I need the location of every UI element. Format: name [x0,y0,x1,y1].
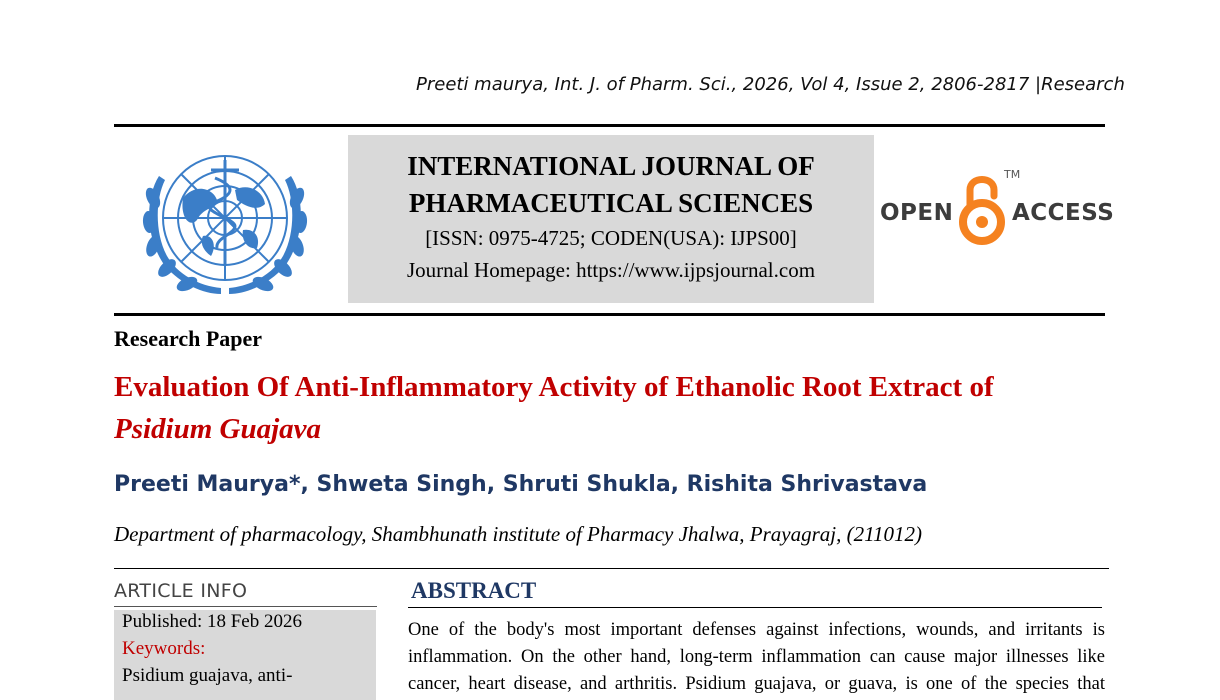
open-access-right-text: ACCESS [1012,200,1115,226]
open-lock-icon [958,166,1006,250]
journal-issn: [ISSN: 0975-4725; CODEN(USA): IJPS00] [425,226,797,250]
open-access-logo [878,162,1115,254]
journal-globe-logo [125,138,325,308]
keywords-text: Psidium guajava, anti- [122,665,293,686]
journal-homepage[interactable]: Journal Homepage: https://www.ijpsjournal.com [406,258,816,282]
abstract-line: One of the body's most important defenses against infections, wounds, and irritants is [408,620,1105,640]
journal-title-line2: PHARMACEUTICAL SCIENCES [408,188,814,218]
masthead-rule-bottom [114,313,1105,316]
section-divider [114,568,1109,569]
article-title-line1: Evaluation Of Anti-Inflammatory Activity of Ethanolic Root Extract of [114,371,994,403]
affiliation: Department of pharmacology, Shambhunath institute of Pharmacy Jhalwa, Prayagraj, (211012) [114,522,923,546]
journal-title-line1: INTERNATIONAL JOURNAL OF [407,151,815,181]
paper-type: Research Paper [114,326,263,351]
article-info-heading: ARTICLE INFO [114,580,248,602]
journal-title [348,148,874,222]
author-list: Preeti Maurya*, Shweta Singh, Shruti Shukla, Rishita Shrivastava [114,472,928,497]
running-head: Preeti maurya, Int. J. of Pharm. Sci., 2026, Vol 4, Issue 2, 2806-2817 |Research [416,74,1125,95]
article-title-line2: Psidium Guajava [114,413,322,445]
abstract-rule [408,607,1102,608]
abstract-body [408,617,1105,698]
masthead-rule-top [114,124,1105,127]
article-info-rule [114,606,377,607]
abstract-line: inflammation. On the other hand, long-term inflammation can cause major illnesses like [408,647,1105,667]
article-title [114,366,1114,450]
keywords-label: Keywords: [122,638,206,659]
journal-masthead [348,135,874,303]
published-date: Published: 18 Feb 2026 [122,611,302,632]
open-access-left-text: OPEN [880,200,954,226]
open-access-tm: TM [1004,168,1021,181]
abstract-line: cancer, heart disease, and arthritis. Psidium guajava, or guava, is one of the species that [408,674,1105,694]
article-info-box [114,610,376,700]
abstract-heading: ABSTRACT [411,578,537,603]
